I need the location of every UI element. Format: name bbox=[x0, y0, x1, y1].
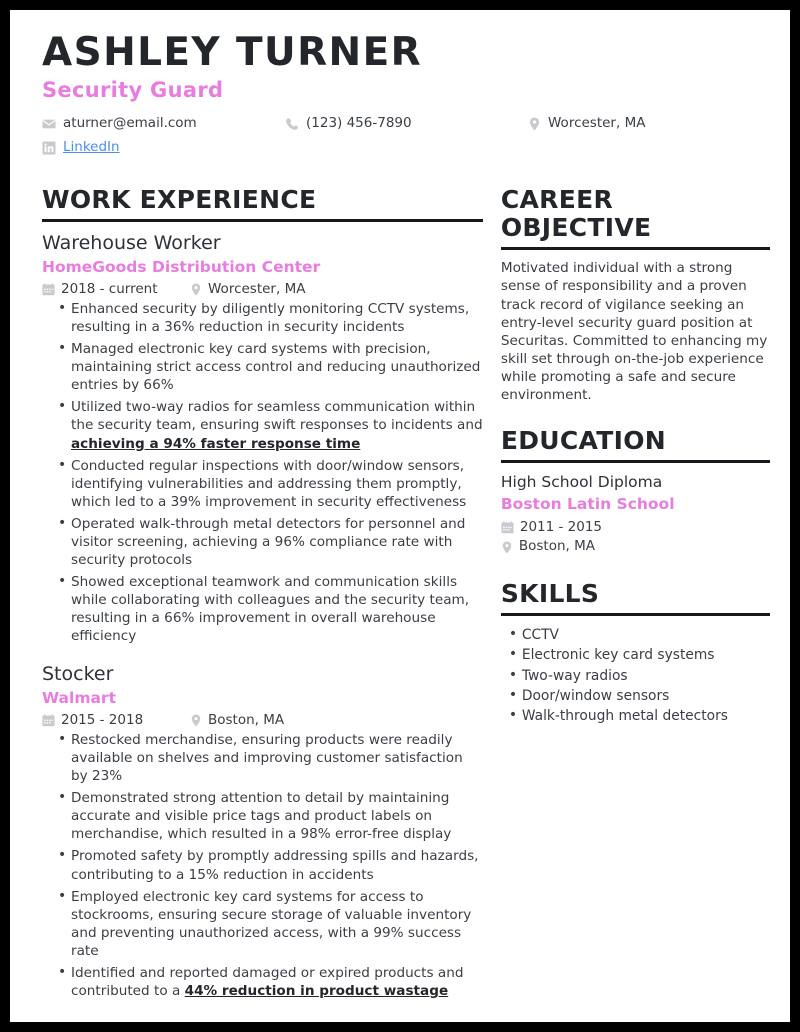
contact-phone bbox=[285, 115, 528, 133]
skills-heading: SKILLS bbox=[500, 578, 600, 608]
contact-email-text: aturner@email.com bbox=[63, 115, 197, 132]
list-item: • Utilized two-way radios for seamless communication within the security team, ensuring swift responses to incidents and achieving a 94% faster response time bbox=[71, 398, 483, 452]
list-item: • Two-way radios bbox=[522, 666, 770, 686]
list-item: • Door/window sensors bbox=[522, 686, 770, 706]
education-dates bbox=[501, 518, 770, 538]
resume-body bbox=[30, 186, 770, 1004]
experience-organization: Walmart bbox=[42, 689, 116, 708]
experience-location-text: Worcester, MA bbox=[208, 281, 306, 297]
linkedin-link[interactable]: LinkedIn bbox=[63, 138, 120, 155]
education-heading: EDUCATION bbox=[500, 426, 666, 456]
contact-phone-text: (123) 456-7890 bbox=[306, 115, 412, 132]
education-degree: High School Diploma bbox=[500, 473, 663, 492]
left-column bbox=[30, 186, 483, 1004]
calendar-icon bbox=[501, 521, 514, 534]
job-title: Security Guard bbox=[42, 78, 224, 103]
career-objective-text: Motivated individual with a strong sense of responsibility and a proven track record of vigilance seeking an entry-level security guard position at Securitas. Committed to enhancing my skill set through on-the-job experience while promoting a safe and secure environment. bbox=[500, 260, 768, 403]
list-item: • Operated walk-through metal detectors for personnel and visitor screening, achieving a 96% compliance rate with security protocols bbox=[71, 515, 483, 569]
experience-bullets bbox=[42, 300, 483, 645]
list-item: • Conducted regular inspections with door/window sensors, identifying vulnerabilities and addressing them promptly, which led to a 39% improvement in security effectiveness bbox=[71, 457, 483, 511]
contact-linkedin[interactable] bbox=[42, 139, 285, 157]
contact-info bbox=[42, 115, 770, 156]
list-item: • Enhanced security by diligently monitoring CCTV systems, resulting in a 36% reduction in security incidents bbox=[71, 300, 483, 336]
experience-dates-text: 2018 - current bbox=[61, 281, 158, 297]
experience-bullets bbox=[42, 731, 483, 1000]
list-item: • Restocked merchandise, ensuring products were readily available on shelves and improving customer satisfaction by 23% bbox=[71, 731, 483, 785]
experience-dates bbox=[42, 281, 190, 297]
experience-location-text: Boston, MA bbox=[208, 712, 285, 729]
experience-location bbox=[190, 712, 284, 728]
list-item: • Managed electronic key card systems with precision, maintaining strict access control and reducing unauthorized entries by 66% bbox=[71, 340, 483, 394]
section-work-experience bbox=[42, 186, 483, 1000]
calendar-icon bbox=[42, 283, 55, 296]
skills-list bbox=[501, 625, 770, 726]
experience-meta bbox=[42, 712, 483, 728]
section-divider bbox=[501, 247, 770, 250]
education-entry bbox=[501, 472, 770, 557]
section-education bbox=[501, 427, 770, 557]
section-career-objective bbox=[501, 186, 770, 404]
resume-header bbox=[30, 32, 770, 156]
career-objective-heading: CAREER OBJECTIVE bbox=[500, 185, 652, 243]
list-item: • Promoted safety by promptly addressing spills and hazards, contributing to a 15% reduction in accidents bbox=[71, 847, 483, 883]
experience-location bbox=[190, 281, 305, 297]
map-pin-icon bbox=[190, 714, 202, 727]
list-item: • CCTV bbox=[522, 625, 770, 645]
right-column bbox=[501, 186, 770, 749]
list-item: • Employed electronic key card systems for access to stockrooms, ensuring secure storage of valuable inventory and preventing unauthorized access, with a 99% success rate bbox=[71, 888, 483, 960]
map-pin-icon bbox=[528, 117, 541, 131]
section-divider bbox=[501, 460, 770, 463]
work-experience-heading: WORK EXPERIENCE bbox=[42, 185, 317, 215]
experience-entry bbox=[42, 662, 483, 1000]
section-divider bbox=[42, 219, 483, 222]
experience-meta bbox=[42, 281, 483, 297]
experience-dates-text: 2015 - 2018 bbox=[61, 712, 144, 729]
linkedin-icon bbox=[42, 141, 56, 155]
calendar-icon bbox=[42, 714, 55, 727]
education-location-text: Boston, MA bbox=[518, 538, 595, 555]
experience-dates bbox=[42, 712, 190, 728]
resume-page bbox=[10, 10, 790, 1022]
experience-organization: HomeGoods Distribution Center bbox=[42, 258, 321, 277]
experience-role: Warehouse Worker bbox=[42, 232, 221, 255]
list-item: • Demonstrated strong attention to detail by maintaining accurate and visible price tags and product labels on merchandise, which resulted in a 98% error-free display bbox=[71, 789, 483, 843]
section-skills bbox=[501, 580, 770, 726]
experience-entry bbox=[42, 231, 483, 645]
list-item: • Walk-through metal detectors bbox=[522, 706, 770, 726]
page-title: ASHLEY TURNER bbox=[42, 30, 423, 75]
phone-icon bbox=[285, 117, 299, 131]
contact-location-text: Worcester, MA bbox=[548, 115, 646, 132]
experience-role: Stocker bbox=[42, 663, 114, 686]
list-item: • Showed exceptional teamwork and communication skills while collaborating with colleagues and the security team, resulting in a 66% improvement in overall warehouse efficiency bbox=[71, 573, 483, 645]
list-item: • Electronic key card systems bbox=[522, 645, 770, 665]
education-location bbox=[501, 537, 770, 557]
education-dates-text: 2011 - 2015 bbox=[519, 518, 603, 535]
envelope-icon bbox=[42, 117, 56, 131]
section-divider bbox=[501, 613, 770, 616]
list-item: • Identified and reported damaged or expired products and contributed to a 44% reduction in product wastage bbox=[71, 964, 483, 1000]
education-school: Boston Latin School bbox=[500, 494, 675, 513]
map-pin-icon bbox=[501, 541, 513, 554]
map-pin-icon bbox=[190, 283, 202, 296]
contact-location bbox=[528, 115, 768, 133]
contact-email bbox=[42, 115, 285, 133]
